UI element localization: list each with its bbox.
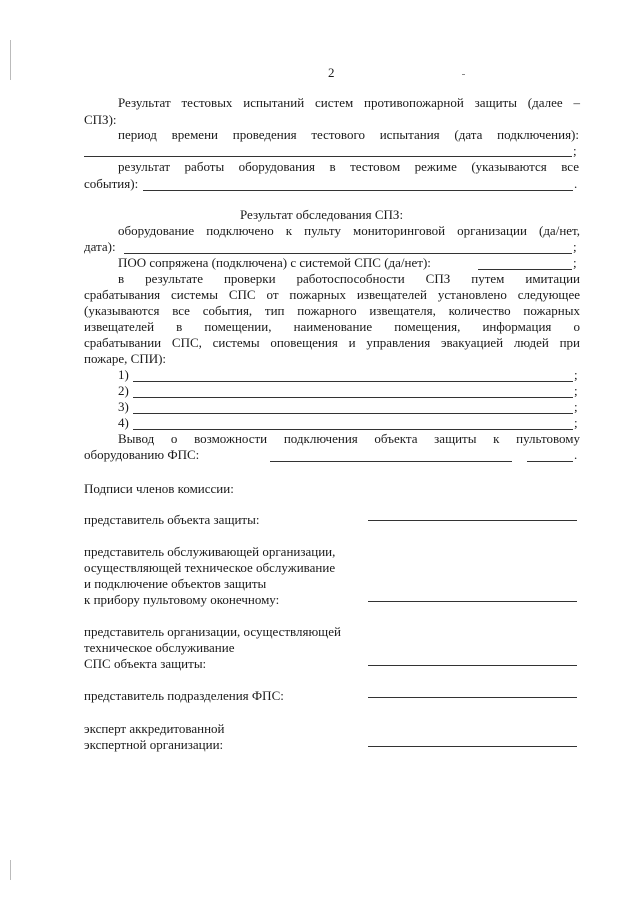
signature-label-expert-line1: эксперт аккредитованной <box>84 721 225 736</box>
conclusion-fill-line-end <box>527 461 573 462</box>
check-text-line4: извещателей в помещении, наименование помещения, информация о <box>84 319 580 334</box>
test-period-semicolon: ; <box>573 143 577 158</box>
item-semicolon: ; <box>574 367 578 382</box>
signature-line-expert <box>368 746 577 747</box>
monitoring-fill-line <box>124 253 572 254</box>
check-text-line2: срабатывания системы СПС от пожарных извещателей установлено следующее <box>84 287 580 302</box>
item-semicolon: ; <box>574 399 578 414</box>
item-fill-line <box>133 413 573 414</box>
monitoring-semicolon: ; <box>573 239 577 254</box>
monitoring-label-line1: оборудование подключено к пульту мониторинговой организации (да/нет, <box>118 223 580 238</box>
item-fill-line <box>133 381 573 382</box>
inspection-heading: Результат обследования СПЗ: <box>240 207 404 222</box>
signature-label-sps-line3: СПС объекта защиты: <box>84 656 207 671</box>
signature-label-object: представитель объекта защиты: <box>84 512 260 527</box>
poo-semicolon: ; <box>573 255 577 270</box>
item-fill-line <box>133 429 573 430</box>
page-number: 2 <box>328 65 335 80</box>
item-semicolon: ; <box>574 415 578 430</box>
item-number: 2) <box>118 383 129 398</box>
conclusion-fill-line <box>270 461 512 462</box>
item-number: 3) <box>118 399 129 414</box>
signature-label-service-line3: и подключение объектов защиты <box>84 576 267 591</box>
test-results-intro-line2: СПЗ): <box>84 112 117 127</box>
signature-label-expert-line2: экспертной организации: <box>84 737 224 752</box>
scan-edge-left-lower <box>10 860 11 880</box>
test-work-label-line1: результат работы оборудования в тестовом режиме (указываются все <box>118 159 579 174</box>
conclusion-line2: оборудованию ФПС: <box>84 447 200 462</box>
signature-label-service-line4: к прибору пультовому оконечному: <box>84 592 280 607</box>
signature-line-fps <box>368 697 577 698</box>
check-text-line5: срабатывании СПС, системы оповещения и управления эвакуацией людей при <box>84 335 580 350</box>
signature-label-sps-line1: представитель организации, осуществляющей <box>84 624 341 639</box>
signature-line-service <box>368 601 577 602</box>
signature-label-service-line1: представитель обслуживающей организации, <box>84 544 336 559</box>
check-text-line3: (указываются все события, тип пожарного извещателя, количество пожарных <box>84 303 580 318</box>
poo-fill-line <box>478 269 572 270</box>
item-number: 4) <box>118 415 129 430</box>
item-number: 1) <box>118 367 129 382</box>
test-period-fill-line <box>84 156 572 157</box>
signature-label-service-line2: осуществляющей техническое обслуживание <box>84 560 336 575</box>
signature-label-sps-line2: техническое обслуживание <box>84 640 235 655</box>
test-results-intro-line1: Результат тестовых испытаний систем противопожарной защиты (далее – <box>118 95 580 110</box>
poo-label: ПОО сопряжена (подключена) с системой СПС (да/нет): <box>118 255 431 270</box>
scan-edge-left <box>10 40 11 80</box>
item-semicolon: ; <box>574 383 578 398</box>
test-work-fill-line <box>143 190 573 191</box>
conclusion-line1: Вывод о возможности подключения объекта защиты к пультовому <box>118 431 580 446</box>
signature-label-fps: представитель подразделения ФПС: <box>84 688 284 703</box>
item-fill-line <box>133 397 573 398</box>
signature-line-object <box>368 520 577 521</box>
test-work-period: . <box>574 176 578 191</box>
test-work-label-line2: события): <box>84 176 139 191</box>
signature-line-sps <box>368 665 577 666</box>
conclusion-period: . <box>574 447 578 462</box>
check-text-line1: в результате проверки работоспособности СПЗ путем имитации <box>118 271 580 286</box>
test-period-label: период времени проведения тестового испытания (дата подключения): <box>118 127 579 142</box>
scan-dot <box>462 74 465 75</box>
signatures-title: Подписи членов комиссии: <box>84 481 234 496</box>
monitoring-label-line2: дата): <box>84 239 116 254</box>
check-text-line6: пожаре, СПИ): <box>84 351 167 366</box>
